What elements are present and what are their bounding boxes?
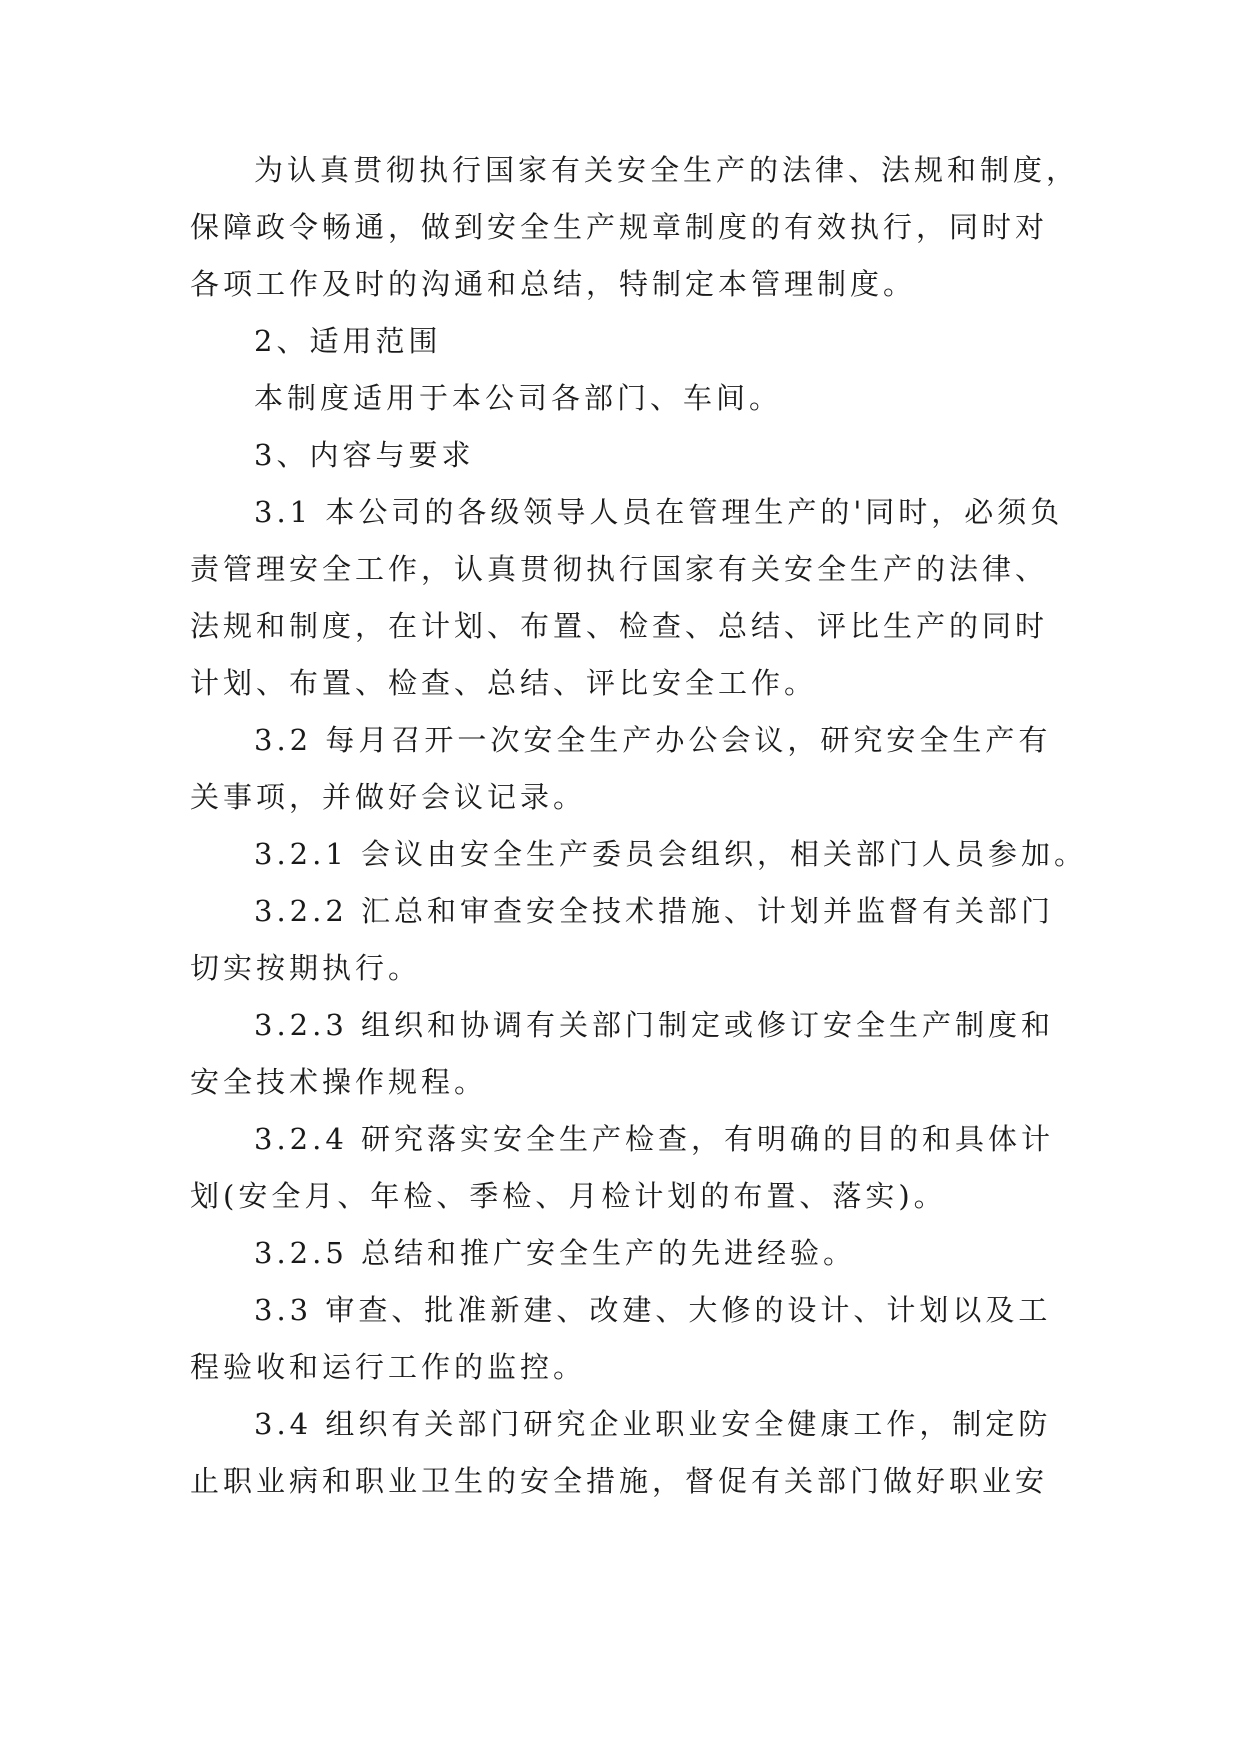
- clause-3-2-4-line-2: 划(安全月、年检、季检、月检计划的布置、落实)。: [190, 1179, 947, 1213]
- clause-3-4-line-1: 3.4 组织有关部门研究企业职业安全健康工作，制定防: [254, 1407, 1052, 1441]
- clause-3-2-2-line-1: 3.2.2 汇总和审查安全技术措施、计划并监督有关部门: [254, 894, 1055, 928]
- clause-3-2-5: 3.2.5 总结和推广安全生产的先进经验。: [254, 1236, 857, 1270]
- section-heading-content: 3、内容与要求: [254, 438, 475, 472]
- paragraph-scope: 本制度适用于本公司各部门、车间。: [254, 381, 783, 415]
- clause-3-2-3-line-1: 3.2.3 组织和协调有关部门制定或修订安全生产制度和: [254, 1008, 1055, 1042]
- paragraph-purpose-line-2: 保障政令畅通，做到安全生产规章制度的有效执行，同时对: [190, 210, 1049, 244]
- clause-3-1-line-4: 计划、布置、检查、总结、评比安全工作。: [190, 666, 818, 700]
- clause-3-1-line-1: 3.1 本公司的各级领导人员在管理生产的'同时，必须负: [254, 495, 1064, 529]
- clause-3-4-line-2: 止职业病和职业卫生的安全措施，督促有关部门做好职业安: [190, 1464, 1049, 1498]
- clause-3-1-line-3: 法规和制度，在计划、布置、检查、总结、评比生产的同时: [190, 609, 1049, 643]
- clause-3-3-line-1: 3.3 审查、批准新建、改建、大修的设计、计划以及工: [254, 1293, 1052, 1327]
- clause-3-2-1: 3.2.1 会议由安全生产委员会组织，相关部门人员参加。: [254, 837, 1088, 871]
- clause-3-2-line-1: 3.2 每月召开一次安全生产办公会议，研究安全生产有: [254, 723, 1052, 757]
- clause-3-3-line-2: 程验收和运行工作的监控。: [190, 1350, 587, 1384]
- clause-3-2-4-line-1: 3.2.4 研究落实安全生产检查，有明确的目的和具体计: [254, 1122, 1055, 1156]
- paragraph-purpose-line-1: 为认真贯彻执行国家有关安全生产的法律、法规和制度，: [254, 153, 1080, 187]
- clause-3-1-line-2: 责管理安全工作，认真贯彻执行国家有关安全生产的法律、: [190, 552, 1049, 586]
- paragraph-purpose-line-3: 各项工作及时的沟通和总结，特制定本管理制度。: [190, 267, 917, 301]
- clause-3-2-3-line-2: 安全技术操作规程。: [190, 1065, 488, 1099]
- clause-3-2-2-line-2: 切实按期执行。: [190, 951, 422, 985]
- section-heading-scope: 2、适用范围: [254, 324, 442, 358]
- clause-3-2-line-2: 关事项，并做好会议记录。: [190, 780, 587, 814]
